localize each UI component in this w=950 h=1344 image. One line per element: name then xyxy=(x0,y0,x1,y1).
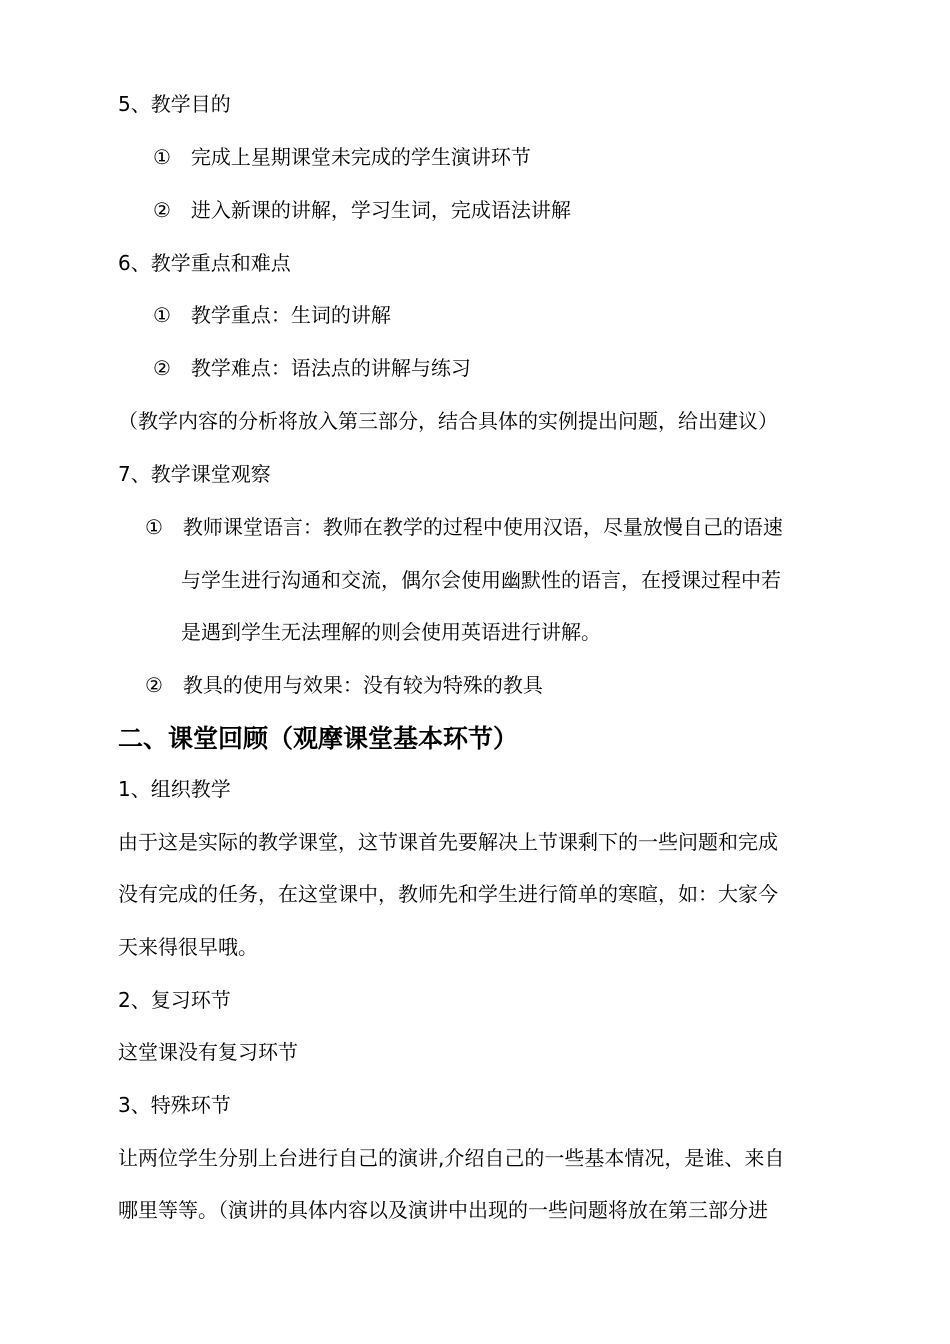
paragraph-line: 没有完成的任务，在这堂课中，教师先和学生进行简单的寒暄，如：大家今 xyxy=(118,882,778,906)
section-7-title: 7、教学课堂观察 xyxy=(118,462,271,486)
paragraph-line: 让两位学生分别上台进行自己的演讲,介绍自己的一些基本情况，是谁、来自 xyxy=(118,1146,785,1170)
subsection-3-title: 3、特殊环节 xyxy=(118,1093,231,1117)
list-item: ① 教学重点：生词的讲解 xyxy=(153,303,391,327)
list-item: ① 完成上星期课堂未完成的学生演讲环节 xyxy=(153,145,531,169)
paragraph-line: 这堂课没有复习环节 xyxy=(118,1040,298,1064)
chapter-heading: 二、课堂回顾（观摩课堂基本环节） xyxy=(118,724,519,753)
subsection-2-title: 2、复习环节 xyxy=(118,988,231,1012)
list-item-continuation: 是遇到学生无法理解的则会使用英语进行讲解。 xyxy=(181,620,601,644)
paragraph-line: 天来得很早哦。 xyxy=(118,935,258,959)
paragraph-line: 由于这是实际的教学课堂，这节课首先要解决上节课剩下的一些问题和完成 xyxy=(118,830,778,854)
list-item: ② 教学难点：语法点的讲解与练习 xyxy=(153,356,471,380)
paragraph-line: 哪里等等。（演讲的具体内容以及演讲中出现的一些问题将放在第三部分进 xyxy=(118,1198,768,1222)
section-6-title: 6、教学重点和难点 xyxy=(118,251,291,275)
note-paragraph: （教学内容的分析将放入第三部分，结合具体的实例提出问题，给出建议） xyxy=(118,409,778,433)
subsection-1-title: 1、组织教学 xyxy=(118,777,231,801)
section-5-title: 5、教学目的 xyxy=(118,92,231,116)
list-item-continuation: 与学生进行沟通和交流，偶尔会使用幽默性的语言，在授课过程中若 xyxy=(181,568,781,592)
list-item: ① 教师课堂语言：教师在教学的过程中使用汉语，尽量放慢自己的语速 xyxy=(145,515,783,539)
list-item: ② 教具的使用与效果：没有较为特殊的教具 xyxy=(145,673,543,697)
list-item: ② 进入新课的讲解，学习生词，完成语法讲解 xyxy=(153,198,571,222)
